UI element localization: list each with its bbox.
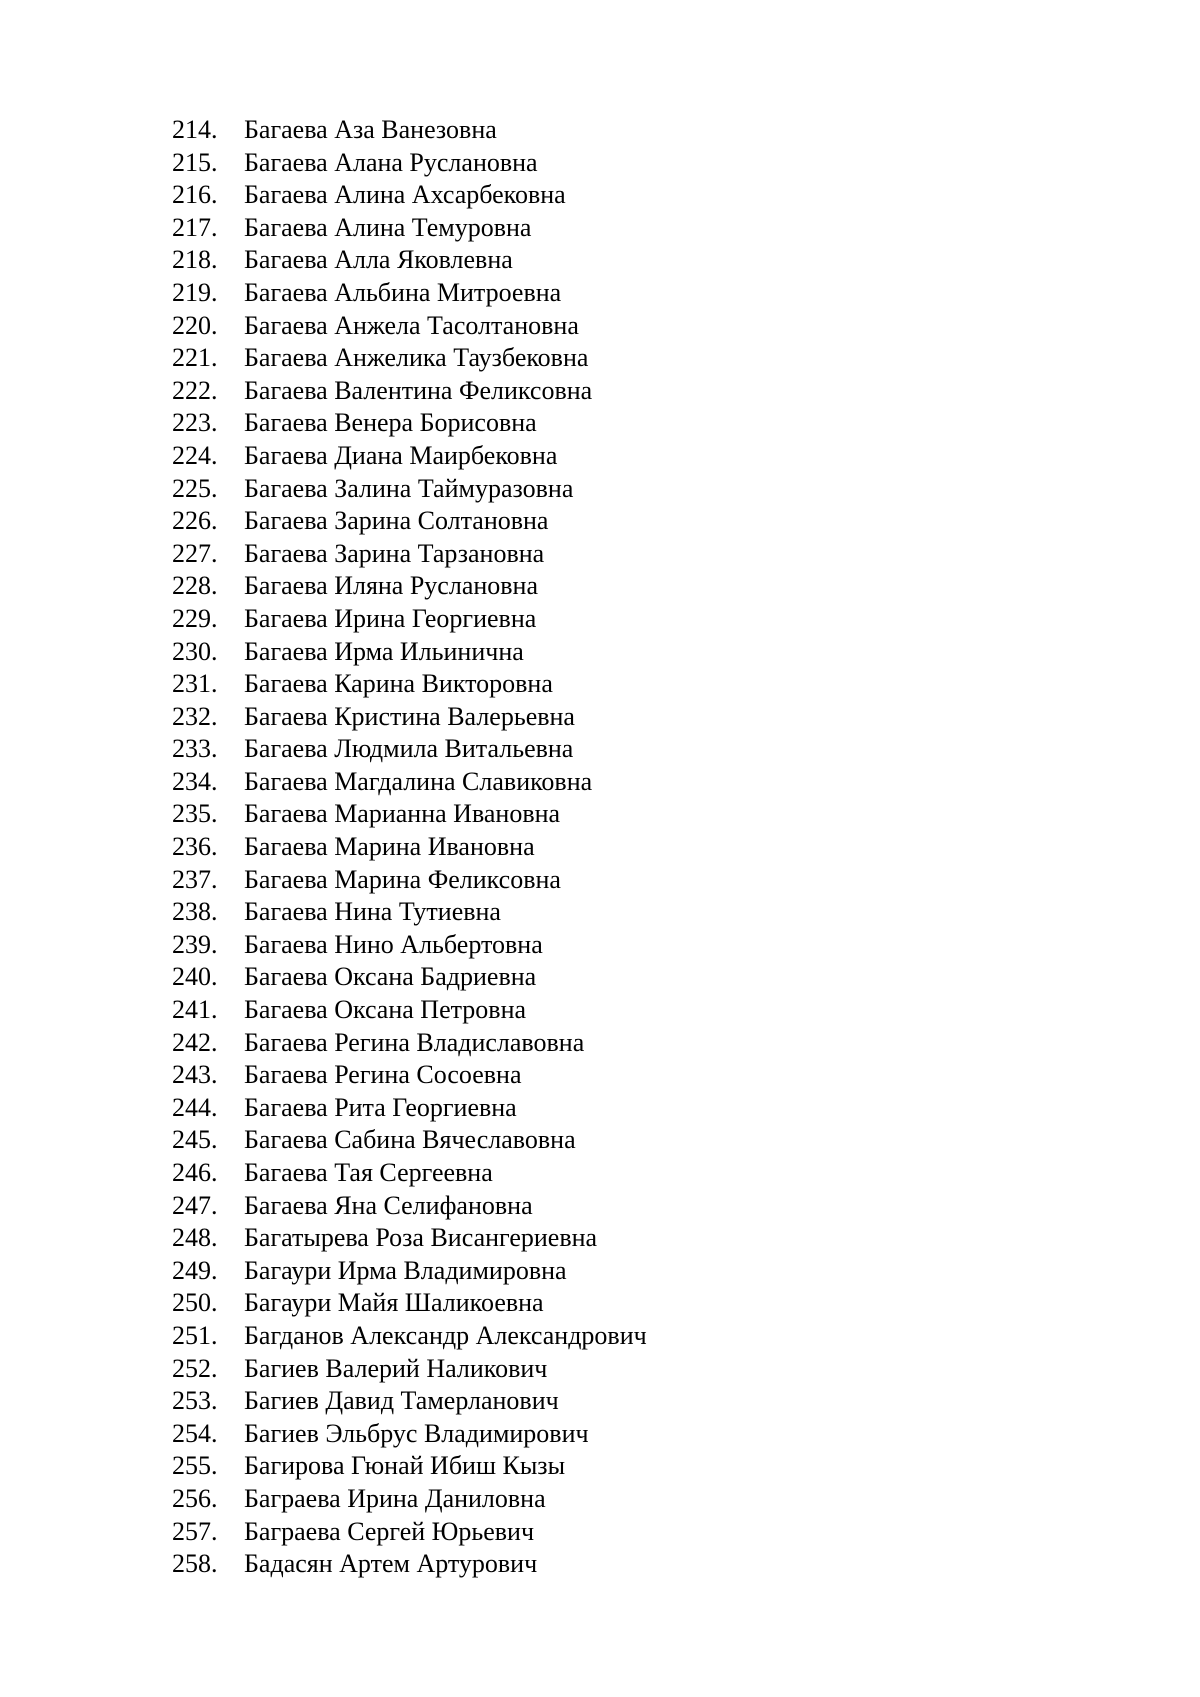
list-item-name: Баграева Сергей Юрьевич (244, 1516, 535, 1546)
list-item-number: 244. (172, 1092, 218, 1122)
list-item-name: Багаева Марина Феликсовна (244, 864, 561, 894)
list-item-name: Багаева Анжела Тасолтановна (244, 310, 579, 340)
list-item-number: 234. (172, 766, 218, 796)
list-item (172, 538, 647, 571)
list-item-name: Багаева Алина Ахсарбековна (244, 180, 566, 210)
list-item (172, 1059, 647, 1092)
list-item (172, 896, 647, 929)
list-item-name: Бадасян Артем Артурович (244, 1549, 538, 1579)
list-item-name: Багаева Нино Альбертовна (244, 929, 543, 959)
list-item (172, 147, 647, 180)
list-item-number: 217. (172, 212, 218, 242)
list-item (172, 505, 647, 538)
name-list (172, 114, 647, 1581)
list-item (172, 1222, 647, 1255)
list-item-number: 219. (172, 277, 218, 307)
list-item (172, 1548, 647, 1581)
list-item-number: 254. (172, 1418, 218, 1448)
list-item-name: Багаева Венера Борисовна (244, 408, 537, 438)
list-item-name: Багаева Диана Маирбековна (244, 440, 558, 470)
list-item (172, 244, 647, 277)
list-item (172, 864, 647, 897)
list-item (172, 1353, 647, 1386)
list-item-number: 252. (172, 1353, 218, 1383)
list-item (172, 994, 647, 1027)
list-item-name: Багаева Оксана Бадриевна (244, 962, 537, 992)
list-item-number: 258. (172, 1549, 218, 1579)
list-item-number: 223. (172, 408, 218, 438)
list-item-name: Багаева Алана Руслановна (244, 147, 538, 177)
list-item (172, 798, 647, 831)
list-item-number: 242. (172, 1027, 218, 1057)
list-item-name: Багаева Валентина Феликсовна (244, 375, 593, 405)
list-item-number: 231. (172, 669, 218, 699)
list-item-name: Багаева Людмила Витальевна (244, 734, 574, 764)
list-item-name: Багаева Тая Сергеевна (244, 1158, 493, 1187)
list-item (172, 1483, 647, 1516)
list-item-name: Багаева Иляна Руслановна (244, 571, 539, 601)
list-item-name: Багаева Марианна Ивановна (244, 799, 561, 829)
list-item-name: Багаева Нина Тутиевна (244, 897, 501, 927)
list-item (172, 929, 647, 962)
list-item (172, 179, 647, 212)
list-item-number: 235. (172, 799, 218, 829)
list-item-name: Багаева Регина Сосоевна (244, 1060, 522, 1090)
list-item-number: 246. (172, 1158, 218, 1187)
list-item (172, 636, 647, 669)
list-item-name: Багаева Оксана Петровна (244, 995, 527, 1025)
list-item-number: 240. (172, 962, 218, 992)
list-item (172, 440, 647, 473)
list-item (172, 1157, 647, 1190)
list-item-name: Багаева Кристина Валерьевна (244, 701, 575, 731)
list-item (172, 1320, 647, 1353)
list-item-name: Багаури Ирма Владимировна (244, 1255, 567, 1285)
list-item (172, 1418, 647, 1451)
list-item (172, 1027, 647, 1060)
list-item-name: Багаева Алла Яковлевна (244, 245, 513, 275)
list-item-number: 236. (172, 832, 218, 862)
list-item-name: Багаева Яна Селифановна (244, 1190, 533, 1220)
list-item-name: Багданов Александр Александрович (244, 1320, 647, 1350)
list-item-number: 243. (172, 1060, 218, 1090)
list-item-name: Багатырева Роза Висангериевна (244, 1223, 598, 1253)
list-item (172, 766, 647, 799)
list-item-number: 227. (172, 538, 218, 568)
list-item-name: Багаева Ирма Ильинична (244, 636, 524, 666)
list-item-number: 215. (172, 147, 218, 177)
list-item-name: Багаева Анжелика Таузбековна (244, 343, 589, 373)
list-item-name: Багаева Алина Темуровна (244, 212, 532, 242)
list-item-number: 249. (172, 1255, 218, 1285)
list-item-number: 251. (172, 1320, 218, 1350)
list-item-number: 257. (172, 1516, 218, 1546)
list-item-name: Багиев Давид Тамерланович (244, 1386, 559, 1416)
list-item-number: 225. (172, 473, 218, 503)
list-item-name: Багиев Валерий Наликович (244, 1353, 548, 1383)
list-item-name: Багаева Альбина Митроевна (244, 277, 562, 307)
list-item (172, 1450, 647, 1483)
list-item (172, 603, 647, 636)
list-item-number: 233. (172, 734, 218, 764)
list-item (172, 342, 647, 375)
list-item-number: 229. (172, 603, 218, 633)
list-item (172, 1092, 647, 1125)
list-item (172, 1287, 647, 1320)
list-item-number: 247. (172, 1190, 218, 1220)
list-item-number: 250. (172, 1288, 218, 1318)
list-item-number: 218. (172, 245, 218, 275)
list-item (172, 1255, 647, 1288)
list-item-number: 253. (172, 1386, 218, 1416)
list-item-name: Багаева Зарина Солтановна (244, 506, 549, 536)
list-item-number: 238. (172, 897, 218, 927)
list-item-name: Багаева Карина Викторовна (244, 669, 553, 699)
list-item-name: Багаева Магдалина Славиковна (244, 766, 593, 796)
list-item-number: 256. (172, 1483, 218, 1513)
list-item (172, 733, 647, 766)
list-item-number: 228. (172, 571, 218, 601)
list-item (172, 407, 647, 440)
list-item-number: 230. (172, 636, 218, 666)
list-item-name: Багаева Аза Ванезовна (244, 115, 497, 144)
list-item (172, 1190, 647, 1223)
list-item-number: 224. (172, 440, 218, 470)
list-item-name: Багаева Рита Георгиевна (244, 1092, 517, 1122)
list-item (172, 961, 647, 994)
list-item-name: Багаева Залина Таймуразовна (244, 473, 574, 503)
list-item-number: 239. (172, 929, 218, 959)
list-item-number: 248. (172, 1223, 218, 1253)
list-item (172, 375, 647, 408)
list-item (172, 212, 647, 245)
list-item-number: 216. (172, 180, 218, 210)
list-item (172, 668, 647, 701)
list-item-name: Багаури Майя Шаликоевна (244, 1288, 544, 1318)
list-item (172, 1124, 647, 1157)
list-item (172, 701, 647, 734)
list-item-number: 214. (172, 115, 218, 144)
list-item-number: 237. (172, 864, 218, 894)
list-item-number: 221. (172, 343, 218, 373)
list-item-number: 220. (172, 310, 218, 340)
list-item (172, 1516, 647, 1549)
list-item (172, 277, 647, 310)
list-item (172, 831, 647, 864)
list-item-number: 255. (172, 1451, 218, 1481)
list-item (172, 1385, 647, 1418)
list-item-number: 245. (172, 1125, 218, 1155)
list-item-name: Багаева Ирина Георгиевна (244, 603, 537, 633)
list-item-number: 222. (172, 375, 218, 405)
list-item-name: Багаева Марина Ивановна (244, 832, 535, 862)
list-item-number: 232. (172, 701, 218, 731)
list-item-name: Багирова Гюнай Ибиш Кызы (244, 1451, 566, 1481)
list-item (172, 570, 647, 603)
list-item-name: Багаева Сабина Вячеславовна (244, 1125, 576, 1155)
list-item (172, 473, 647, 506)
list-item-name: Багаева Зарина Тарзановна (244, 538, 545, 568)
list-item-name: Багаева Регина Владиславовна (244, 1027, 585, 1057)
list-item-name: Багиев Эльбрус Владимирович (244, 1418, 589, 1448)
list-item-name: Баграева Ирина Даниловна (244, 1483, 546, 1513)
list-item-number: 226. (172, 506, 218, 536)
list-item-number: 241. (172, 995, 218, 1025)
list-item (172, 114, 647, 147)
list-item (172, 310, 647, 343)
